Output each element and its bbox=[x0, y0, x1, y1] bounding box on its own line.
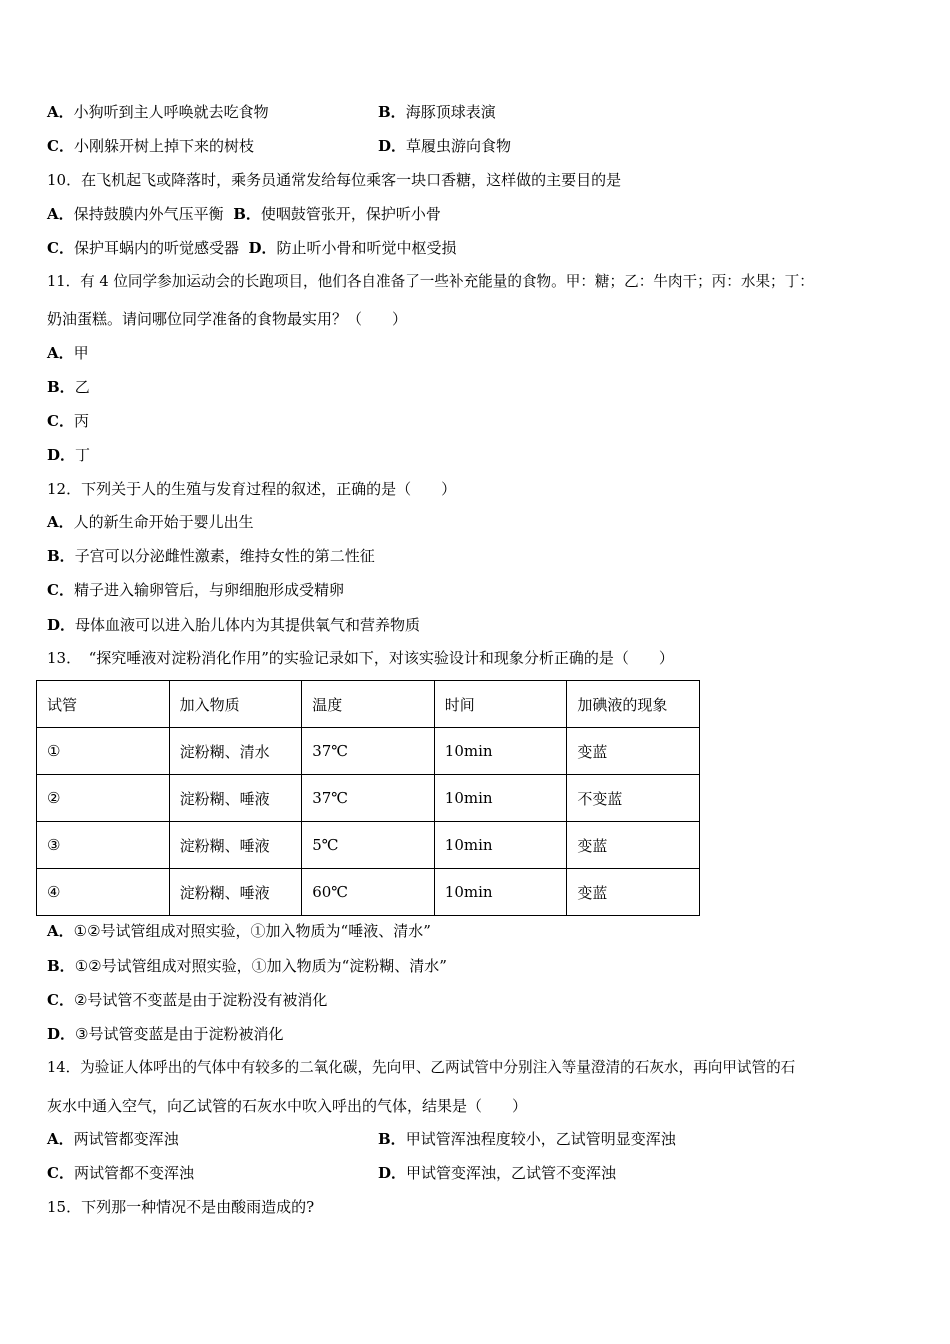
table-row bbox=[37, 869, 700, 916]
q12-option-c: C．精子进入输卵管后，与卵细胞形成受精卵 bbox=[47, 581, 344, 599]
q9-option-b: B．海豚顶球表演 bbox=[378, 103, 496, 121]
q9-option-c: C．小刚躲开树上掉下来的树枝 bbox=[47, 137, 254, 155]
q10-options-ab: A．保持鼓膜内外气压平衡 B．使咽鼓管张开，保护听小骨 bbox=[47, 205, 441, 223]
table-header-cell: 温度 bbox=[302, 681, 435, 728]
q11-stem-line1: 11．有 4 位同学参加运动会的长跑项目，他们各自准备了一些补充能量的食物。甲：糖；乙：牛肉干；丙：水果；丁： bbox=[47, 273, 814, 290]
q14-stem-line1: 14．为验证人体呼出的气体中有较多的二氧化碳，先向甲、乙两试管中分别注入等量澄清的石灰水，再向甲试管的石 bbox=[47, 1059, 796, 1076]
table-cell: 淀粉糊、清水 bbox=[169, 728, 302, 775]
q13-option-c: C．②号试管不变蓝是由于淀粉没有被消化 bbox=[47, 991, 328, 1009]
q9-option-a: A．小狗听到主人呼唤就去吃食物 bbox=[47, 103, 269, 121]
table-cell: 淀粉糊、唾液 bbox=[169, 822, 302, 869]
q14-option-a: A．两试管都变浑浊 bbox=[47, 1130, 179, 1148]
q14-option-d: D．甲试管变浑浊，乙试管不变浑浊 bbox=[378, 1164, 617, 1182]
table-cell: 10min bbox=[434, 728, 567, 775]
table-row bbox=[37, 775, 700, 822]
q10-options-cd: C．保护耳蜗内的听觉感受器 D．防止听小骨和听觉中枢受损 bbox=[47, 239, 457, 257]
q13-option-d: D．③号试管变蓝是由于淀粉被消化 bbox=[47, 1025, 284, 1043]
q13-option-b: B．①②号试管组成对照实验，①加入物质为“淀粉糊、清水” bbox=[47, 957, 447, 975]
q11-stem-line2: 奶油蛋糕。请问哪位同学准备的食物最实用？（ ） bbox=[47, 310, 408, 328]
table-cell: 10min bbox=[434, 869, 567, 916]
table-cell: 不变蓝 bbox=[567, 775, 700, 822]
table-cell: ① bbox=[37, 728, 170, 775]
table-cell: ④ bbox=[37, 869, 170, 916]
table-header-cell: 加碘液的现象 bbox=[567, 681, 700, 728]
table-cell: 淀粉糊、唾液 bbox=[169, 775, 302, 822]
table-header-cell: 时间 bbox=[434, 681, 567, 728]
table-cell: 10min bbox=[434, 822, 567, 869]
q10-stem: 10．在飞机起飞或降落时，乘务员通常发给每位乘客一块口香糖，这样做的主要目的是 bbox=[47, 171, 622, 189]
q14-stem-line2: 灰水中通入空气，向乙试管的石灰水中吹入呼出的气体，结果是（ ） bbox=[47, 1097, 528, 1115]
table-cell: 5℃ bbox=[302, 822, 435, 869]
table-row bbox=[37, 728, 700, 775]
q15-stem: 15．下列那一种情况不是由酸雨造成的? bbox=[47, 1198, 315, 1216]
table-cell: 37℃ bbox=[302, 775, 435, 822]
q13-stem: 13． “探究唾液对淀粉消化作用”的实验记录如下，对该实验设计和现象分析正确的是（ ） bbox=[47, 649, 674, 667]
q12-option-b: B．子宫可以分泌雌性激素，维持女性的第二性征 bbox=[47, 547, 375, 565]
experiment-table bbox=[36, 680, 700, 916]
q12-option-a: A．人的新生命开始于婴儿出生 bbox=[47, 513, 254, 531]
table-header-cell: 加入物质 bbox=[169, 681, 302, 728]
q9-option-d: D．草履虫游向食物 bbox=[378, 137, 512, 155]
table-header-row bbox=[37, 681, 700, 728]
q11-option-c: C．丙 bbox=[47, 412, 89, 430]
table-cell: 37℃ bbox=[302, 728, 435, 775]
table-row bbox=[37, 822, 700, 869]
q14-option-c: C．两试管都不变浑浊 bbox=[47, 1164, 194, 1182]
table-cell: 变蓝 bbox=[567, 869, 700, 916]
q11-option-d: D．丁 bbox=[47, 446, 91, 464]
q11-option-b: B．乙 bbox=[47, 378, 90, 396]
q13-option-a: A．①②号试管组成对照实验，①加入物质为“唾液、清水” bbox=[47, 922, 431, 940]
q12-stem: 12．下列关于人的生殖与发育过程的叙述，正确的是（ ） bbox=[47, 480, 457, 498]
table-cell: 10min bbox=[434, 775, 567, 822]
table-cell: 淀粉糊、唾液 bbox=[169, 869, 302, 916]
table-cell: 60℃ bbox=[302, 869, 435, 916]
table-cell: 变蓝 bbox=[567, 822, 700, 869]
table-header-cell: 试管 bbox=[37, 681, 170, 728]
table-cell: ② bbox=[37, 775, 170, 822]
table-cell: 变蓝 bbox=[567, 728, 700, 775]
table-cell: ③ bbox=[37, 822, 170, 869]
q14-option-b: B．甲试管浑浊程度较小，乙试管明显变浑浊 bbox=[378, 1130, 676, 1148]
q12-option-d: D．母体血液可以进入胎儿体内为其提供氧气和营养物质 bbox=[47, 616, 421, 634]
q11-option-a: A．甲 bbox=[47, 344, 89, 362]
